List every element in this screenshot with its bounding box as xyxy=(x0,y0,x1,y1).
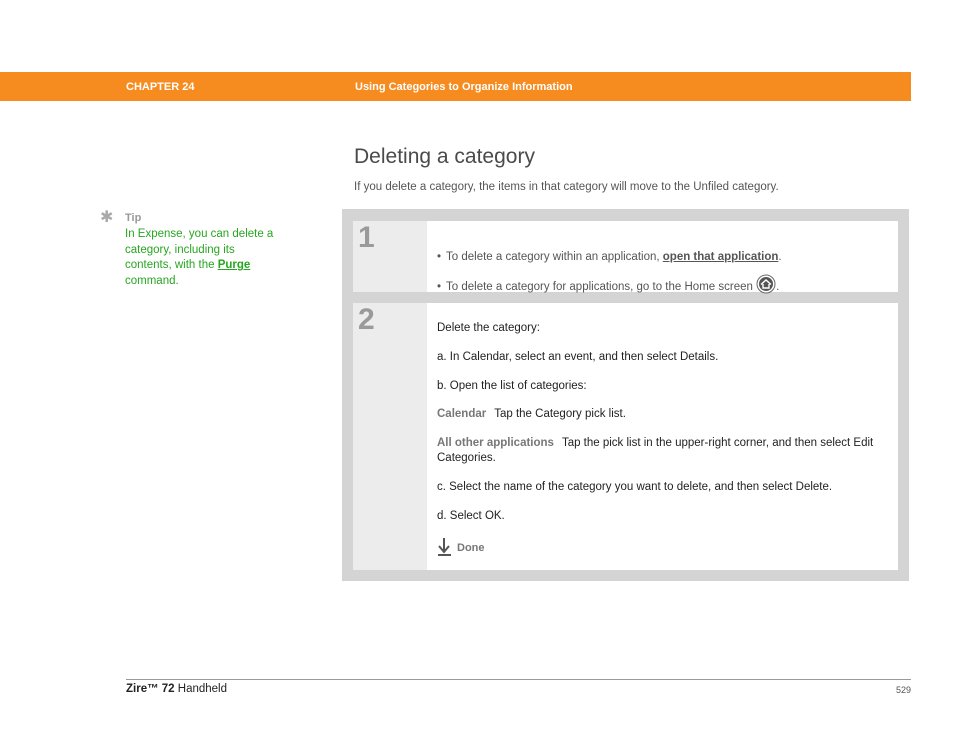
step-1 xyxy=(353,221,898,292)
tip-text-before: In Expense, you can delete a category, including its contents, with the xyxy=(125,228,274,272)
step-line: c. Select the name of the category you want to delete, and then select Delete. xyxy=(437,481,833,493)
bullet-end: . xyxy=(778,251,782,263)
page-number: 529 xyxy=(895,685,911,695)
intro-text: If you delete a category, the items in that category will move to the Unfiled category. xyxy=(354,181,779,193)
done-label: Done xyxy=(457,542,485,554)
home-icon[interactable] xyxy=(756,274,776,294)
other-apps-label: All other applications xyxy=(437,437,554,449)
footer-divider xyxy=(126,679,911,680)
chapter-title: Using Categories to Organize Information xyxy=(355,81,573,93)
bullet-end: . xyxy=(776,281,780,293)
step-number: 1 xyxy=(358,221,375,254)
other-apps-instruction xyxy=(437,436,888,466)
step-line: d. Select OK. xyxy=(437,510,505,522)
steps-panel xyxy=(342,209,909,581)
bullet-item: • To delete a category for applications, go to the Home screen . xyxy=(437,274,779,294)
asterisk-icon: ✱ xyxy=(100,209,114,226)
calendar-label: Calendar xyxy=(437,408,487,420)
bullet-text: To delete a category for applications, go to the Home screen xyxy=(446,281,753,293)
calendar-text: Tap the Category pick list. xyxy=(494,408,626,420)
calendar-instruction xyxy=(437,407,888,422)
bullet-item: • To delete a category within an application, open that application. xyxy=(437,251,782,263)
footer-product xyxy=(126,683,227,695)
bullet-text: To delete a category within an application, xyxy=(446,251,663,263)
chapter-header-bar xyxy=(0,72,911,101)
step-line: Delete the category: xyxy=(437,322,540,334)
step-line: a. In Calendar, select an event, and then select Details. xyxy=(437,351,719,363)
page-title: Deleting a category xyxy=(354,145,535,168)
chapter-number: CHAPTER 24 xyxy=(126,81,195,93)
step-line: b. Open the list of categories: xyxy=(437,380,587,392)
step-number: 2 xyxy=(358,303,375,336)
tip-text-after: command. xyxy=(125,274,179,287)
purge-link[interactable]: Purge xyxy=(217,259,251,272)
other-apps-text: Tap the pick list in the upper-right corner, and then select Edit Categories. xyxy=(437,437,874,464)
step-2 xyxy=(353,303,898,570)
step-content xyxy=(427,303,898,570)
step-content xyxy=(427,221,898,292)
tip-label: Tip xyxy=(125,212,142,224)
open-application-link[interactable]: open that application xyxy=(662,251,779,263)
product-suffix: Handheld xyxy=(174,683,228,695)
product-name: Zire™ 72 xyxy=(126,683,175,695)
down-arrow-icon xyxy=(437,537,453,557)
tip-body xyxy=(125,227,277,289)
done-marker xyxy=(437,537,485,557)
